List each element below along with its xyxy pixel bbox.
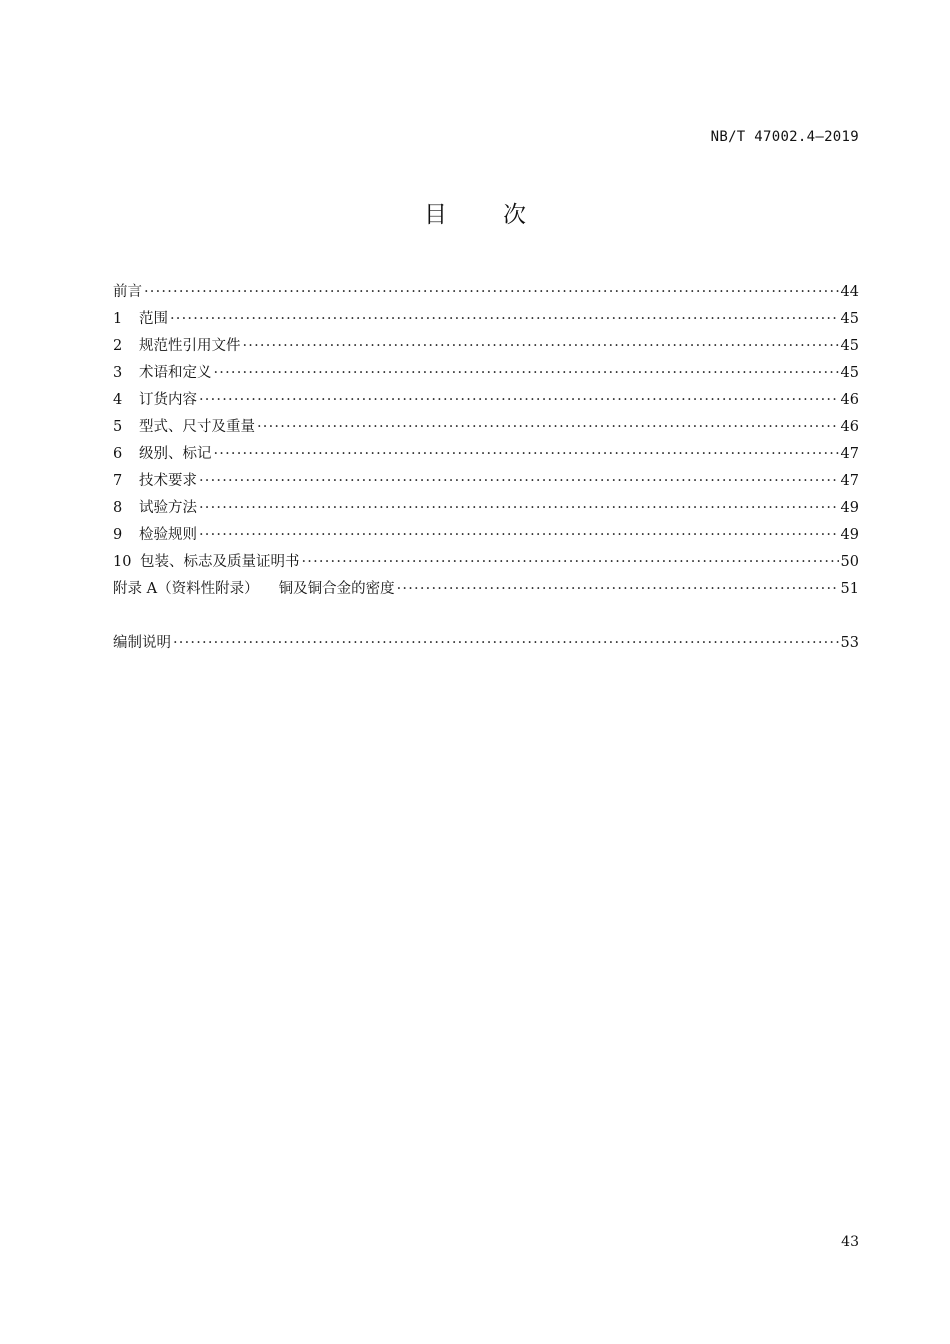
toc-entry-number: 7	[113, 473, 123, 489]
toc-entry-page: 45	[840, 365, 859, 381]
standard-code: NB/T 47002.4—2019	[710, 129, 859, 145]
toc-leader-dots	[397, 576, 839, 603]
toc-entry-label: 型式、尺寸及重量	[139, 419, 255, 435]
toc-entry-number: 2	[113, 338, 123, 354]
toc-entry-1[interactable]	[113, 306, 859, 333]
page-title-char-1: 目	[424, 202, 447, 228]
toc-entry-page: 46	[840, 392, 859, 408]
toc-entry-label: 包装、标志及质量证明书	[140, 554, 300, 570]
toc-entry-label: 技术要求	[139, 473, 197, 489]
toc-entry-page: 50	[840, 554, 859, 570]
toc-entry-label: 前言	[113, 284, 142, 300]
toc-leader-dots	[170, 306, 839, 333]
toc-entry-4[interactable]	[113, 387, 859, 414]
table-of-contents	[113, 279, 859, 657]
toc-entry-page: 46	[840, 419, 859, 435]
page-number: 43	[841, 1234, 859, 1250]
toc-entry-page: 49	[840, 527, 859, 543]
toc-entry-label: 检验规则	[139, 527, 197, 543]
toc-entry-page: 53	[840, 635, 859, 651]
toc-entry-explanation[interactable]	[113, 630, 859, 657]
toc-entry-number: 6	[113, 446, 123, 462]
toc-leader-dots	[199, 468, 839, 495]
toc-leader-dots	[243, 333, 839, 360]
toc-leader-dots	[257, 414, 839, 441]
page-title	[0, 196, 950, 229]
toc-entry-page: 51	[840, 581, 859, 597]
toc-entry-2[interactable]	[113, 333, 859, 360]
toc-leader-dots	[173, 630, 839, 657]
toc-entry-9[interactable]	[113, 522, 859, 549]
toc-entry-8[interactable]	[113, 495, 859, 522]
toc-leader-dots	[214, 441, 839, 468]
toc-entry-label: 规范性引用文件	[139, 338, 241, 354]
toc-entry-label: 级别、标记	[139, 446, 212, 462]
toc-entry-7[interactable]	[113, 468, 859, 495]
toc-entry-3[interactable]	[113, 360, 859, 387]
toc-entry-number: 5	[113, 419, 123, 435]
toc-entry-label: 范围	[139, 311, 168, 327]
toc-leader-dots	[302, 549, 839, 576]
toc-leader-dots	[199, 522, 839, 549]
toc-entry-number: 8	[113, 500, 123, 516]
toc-leader-dots	[144, 279, 839, 306]
toc-entry-page: 47	[840, 446, 859, 462]
toc-entry-5[interactable]	[113, 414, 859, 441]
toc-entry-number: 9	[113, 527, 123, 543]
page-title-char-2: 次	[503, 202, 526, 228]
toc-entry-page: 49	[840, 500, 859, 516]
toc-leader-dots	[199, 495, 839, 522]
toc-entry-label: 订货内容	[139, 392, 197, 408]
toc-entry-page: 44	[840, 284, 859, 300]
toc-entry-sublabel: 铜及铜合金的密度	[278, 581, 395, 597]
toc-leader-dots	[214, 360, 839, 387]
toc-entry-label: 附录 A（资料性附录）	[113, 581, 259, 597]
toc-entry-label: 术语和定义	[139, 365, 212, 381]
toc-entry-10[interactable]	[113, 549, 859, 576]
toc-entry-number: 4	[113, 392, 123, 408]
toc-entry-label: 编制说明	[113, 635, 171, 651]
toc-entry-page: 45	[840, 311, 859, 327]
toc-entry-page: 47	[840, 473, 859, 489]
toc-entry-foreword[interactable]	[113, 279, 859, 306]
toc-entry-number: 10	[113, 554, 132, 570]
toc-entry-page: 45	[840, 338, 859, 354]
toc-leader-dots	[199, 387, 839, 414]
toc-entry-label: 试验方法	[139, 500, 197, 516]
toc-entry-6[interactable]	[113, 441, 859, 468]
toc-entry-number: 1	[113, 311, 123, 327]
toc-entry-appendix-a[interactable]	[113, 576, 859, 603]
toc-entry-number: 3	[113, 365, 123, 381]
